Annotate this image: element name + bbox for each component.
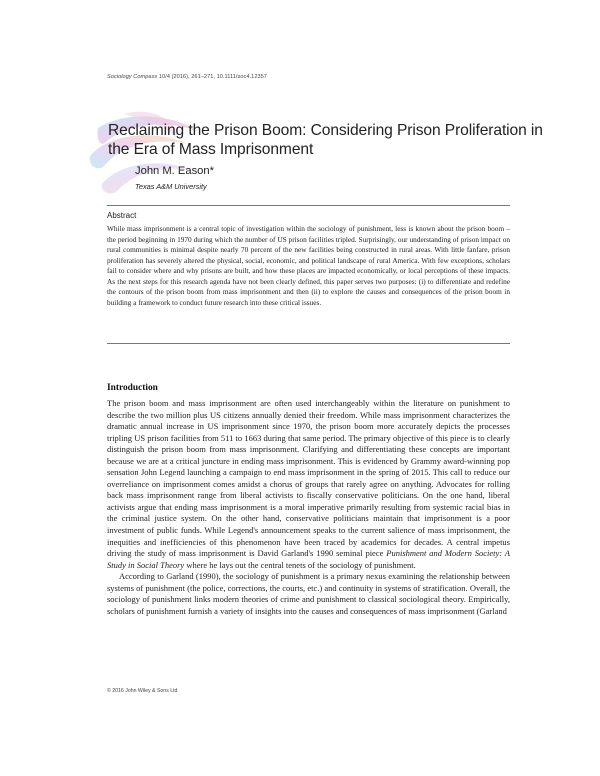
paragraph: [107, 398, 510, 571]
article-title: Reclaiming the Prison Boom: Considering Prison Proliferation in the Era of Mass Imprisonment: [108, 122, 543, 158]
paragraph: According to Garland (1990), the sociology of punishment is a primary nexus examining the relationship between systems of punishment (the police, corrections, the courts, etc.) and continuity in systems of stratification. Overall, the sociology of punishment links modern theories of crime and punishment to classical sociological theory. Empirically, scholars of punishment furnish a variety of insights into the causes and consequences of mass imprisonment (Garland: [107, 571, 510, 616]
abstract-top-divider: [107, 205, 510, 206]
paragraph-text-end: where he lays out the central tenets of the sociology of punishment.: [184, 559, 416, 570]
section-heading-introduction: Introduction: [107, 383, 158, 393]
book-title: Punishment and Modern Society: A Study in Social Theory: [107, 548, 510, 570]
author-name: John M. Eason*: [135, 165, 214, 177]
author-affiliation: Texas A&M University: [135, 182, 207, 191]
abstract-text: While mass imprisonment is a central topic of investigation within the sociology of punishment, less is known about the prison boom – the period beginning in 1970 during which the number of US prison facilities tripled. Surprisingly, our understanding of prison impact on rural communities is minimal despite nearly 70 percent of the new facilities being constructed in rural areas. With little fanfare, prison proliferation has severely altered the physical, social, economic, and political landscape of rural America. With few exceptions, scholars fail to consider where and why prisons are built, and how these places are impacted economically, or local perceptions of these impacts. As the next steps for this research agenda have not been clearly defined, this paper serves two purposes: (i) to differentiate and redefine the contours of the prison boom from mass imprisonment and then (ii) to explore the causes and consequences of the prison boom in building a framework to conduct future research into these critical issues.: [107, 224, 510, 307]
introduction-body: [107, 398, 510, 617]
journal-reference: 10/4 (2016), 261–271, 10.1111/soc4.12357: [158, 74, 267, 80]
paragraph-text: The prison boom and mass imprisonment are often used interchangeably within the literature on punishment to describe the two million plus US citizens annually denied their freedom. While mass imprisonment characterizes the dramatic annual increase in US imprisonment since 1970, the prison boom more accurately depicts the processes tripling US prison facilities from 511 to 1663 during that same period. The primary objective of this piece is to clearly distinguish the prison boom from mass imprisonment. Clarifying and differentiating these concepts are important because we are at a critical juncture in ending mass imprisonment. This is evidenced by Grammy award-winning pop sensation John Legend launching a campaign to end mass imprisonment in the spring of 2015. This call to reduce our overreliance on imprisonment comes amidst a chorus of groups that rarely agree on anything. Advocates for rolling back mass imprisonment range from liberal activists to fiscally conservative politicians. On the one hand, liberal activists argue that ending mass imprisonment is a moral imperative primarily resulting from systemic racial bias in the criminal justice system. On the other hand, conservative politicians maintain that imprisonment is a poor investment of public funds. While Legend's announcement speaks to the current salience of mass imprisonment, the inequities and inefficiencies of this phenomenon have been traced by academics for decades. A central impetus driving the study of mass imprisonment is David Garland's 1990 seminal piece: [107, 398, 510, 559]
journal-name: Sociology Compass: [107, 74, 158, 80]
abstract-bottom-divider: [107, 343, 510, 344]
abstract-heading: Abstract: [107, 211, 137, 220]
copyright-notice: © 2016 John Wiley & Sons Ltd: [107, 688, 178, 694]
journal-citation: [107, 74, 267, 80]
